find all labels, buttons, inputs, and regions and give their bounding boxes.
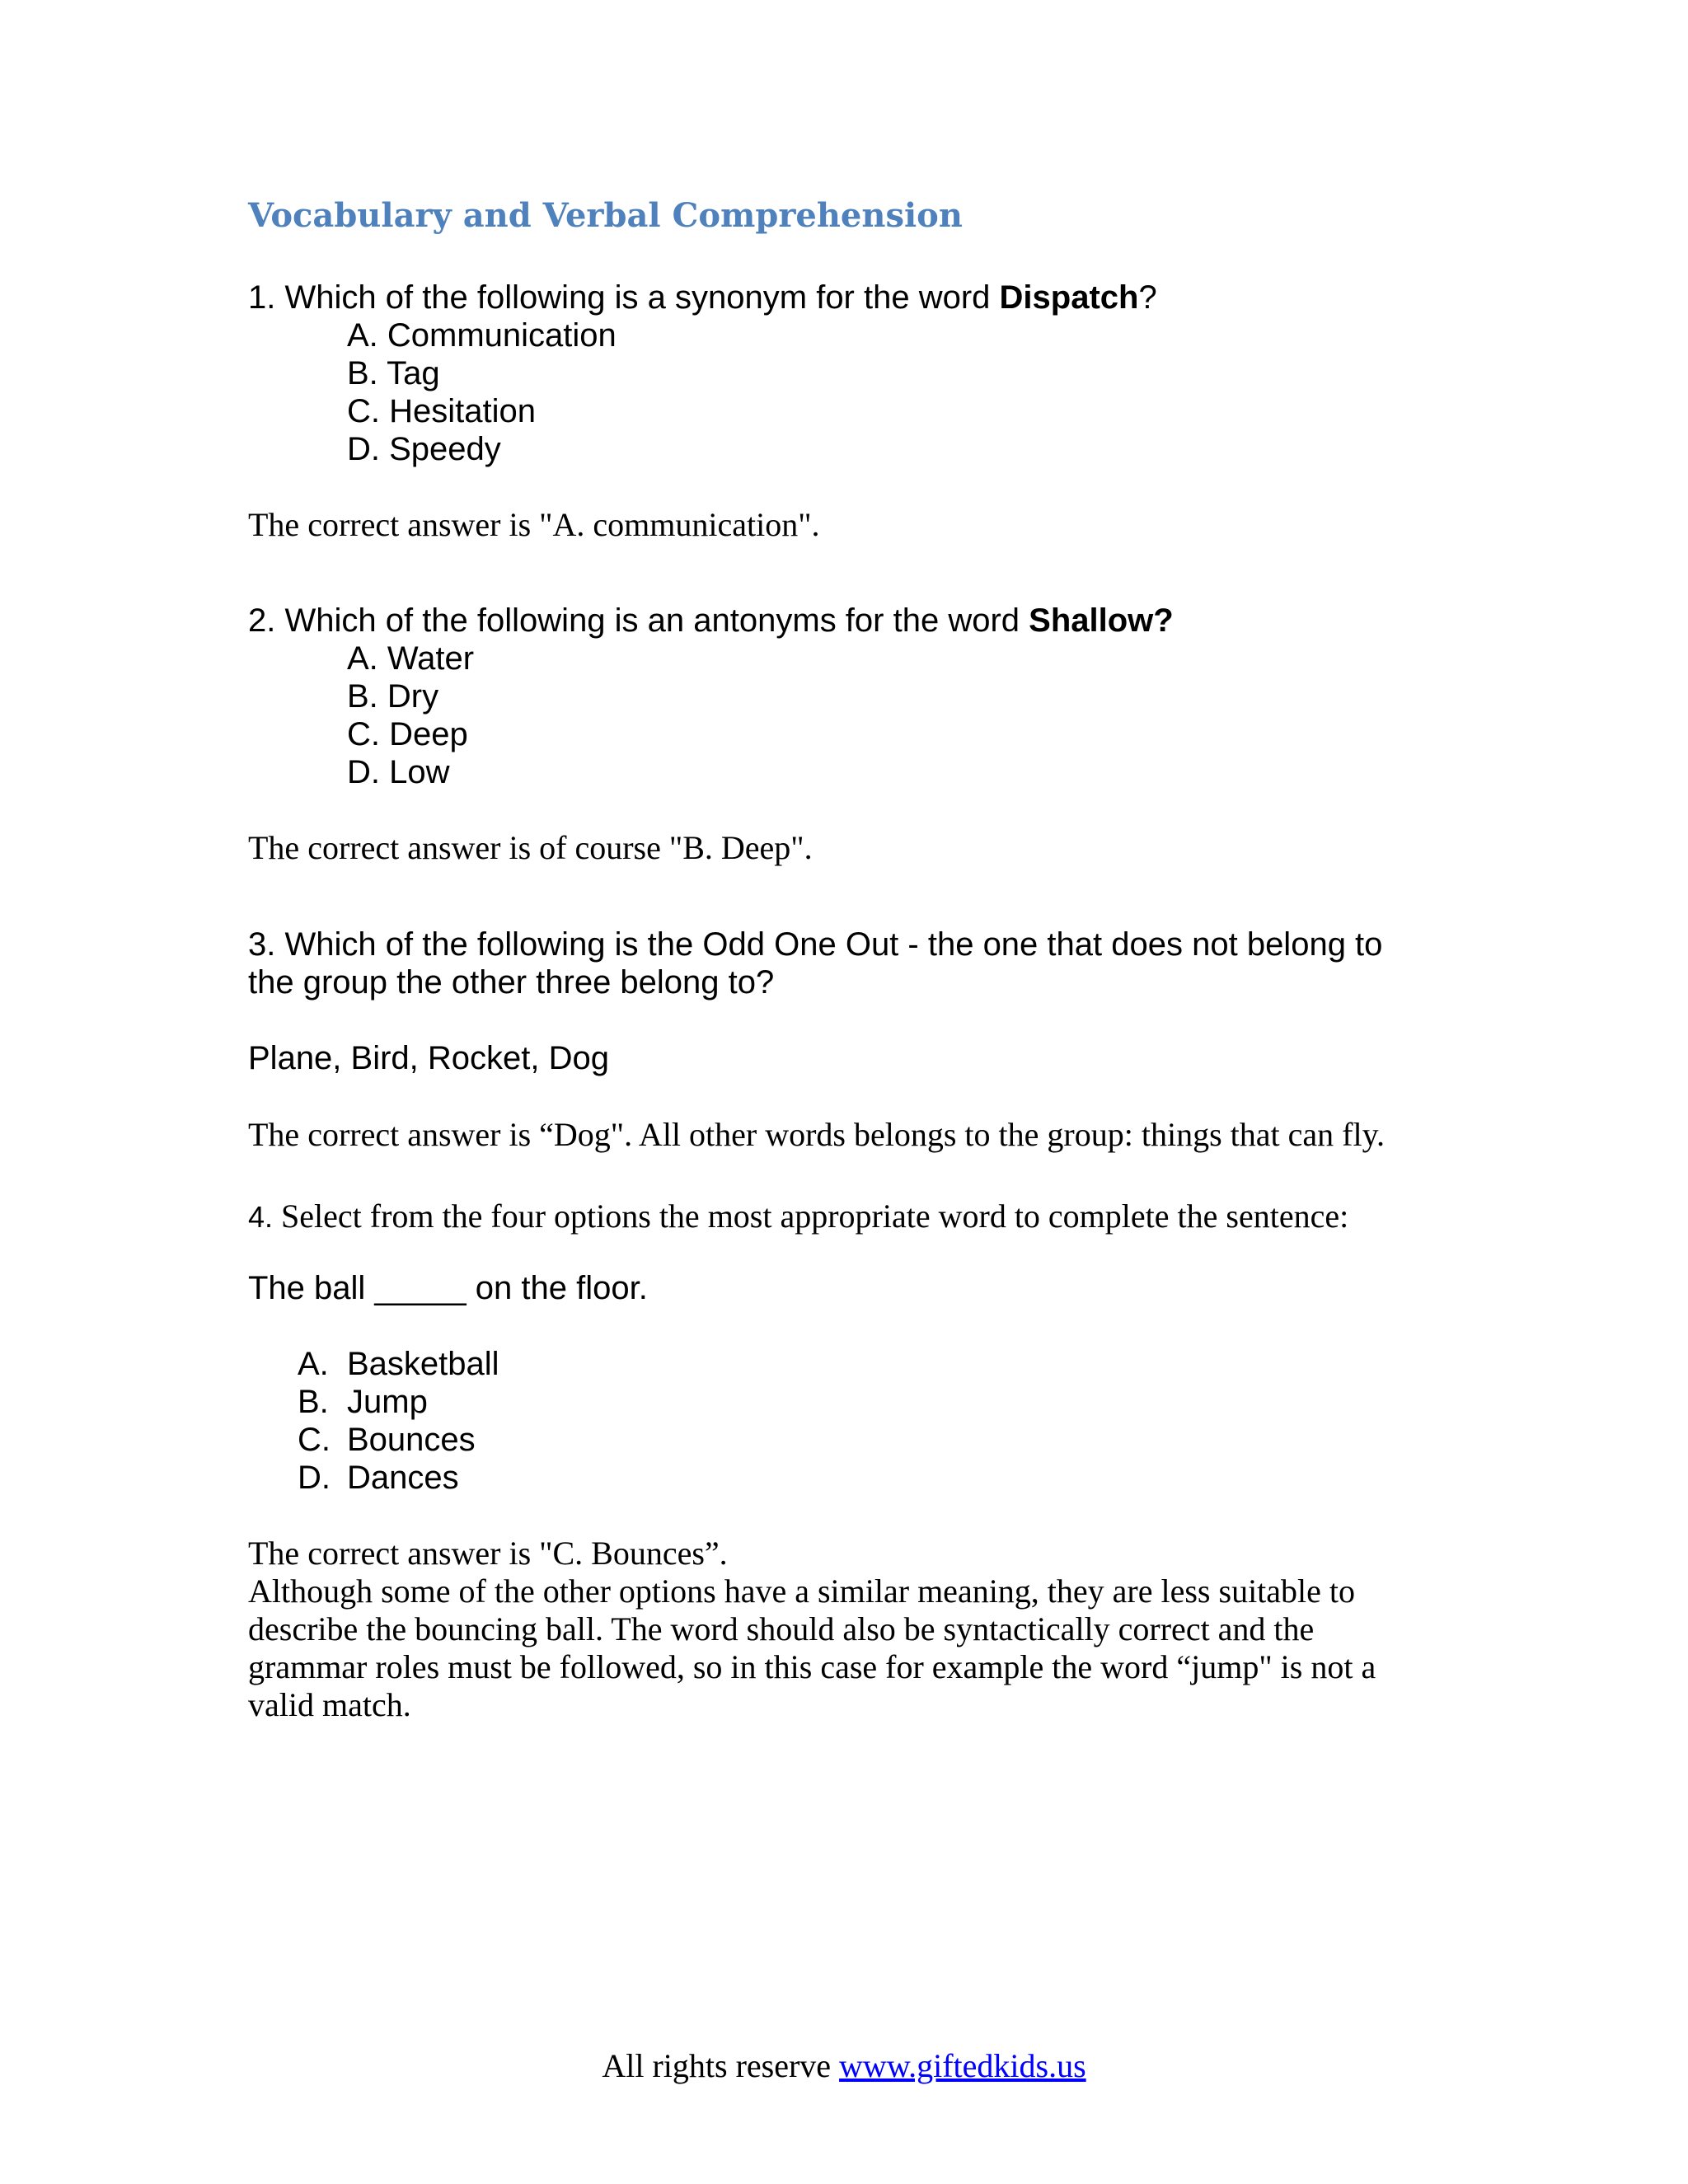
question-2-text: 2. Which of the following is an antonyms for the word	[248, 602, 1029, 639]
question-4-option-d: Dances	[347, 1460, 459, 1496]
question-4-option-d-letter: D.	[298, 1460, 331, 1496]
question-4-option-a: Basketball	[347, 1346, 499, 1382]
question-2-option-d: D. Low	[347, 754, 450, 790]
question-2-stem	[248, 602, 1174, 640]
question-1-text: 1. Which of the following is a synonym for the word	[248, 279, 1000, 316]
question-1-option-b: B. Tag	[347, 355, 440, 391]
question-4-option-b: Jump	[347, 1384, 428, 1420]
question-4-stem	[248, 1197, 1348, 1235]
question-3-words: Plane, Bird, Rocket, Dog	[248, 1040, 609, 1076]
question-4-explanation-line-2: describe the bouncing ball. The word should also be syntactically correct and the	[248, 1610, 1315, 1647]
question-1-option-a: A. Communication	[347, 317, 617, 354]
question-4-answer: The correct answer is "C. Bounces”.	[248, 1535, 728, 1572]
question-1-keyword: Dispatch	[999, 279, 1139, 316]
question-4-option-a-letter: A.	[298, 1346, 329, 1382]
question-1-stem	[248, 279, 1157, 316]
question-3-stem-line-1: 3. Which of the following is the Odd One Out - the one that does not belong to	[248, 926, 1383, 963]
footer-text: All rights reserve	[602, 2047, 840, 2084]
question-2-keyword: Shallow?	[1029, 602, 1174, 639]
question-4-prompt: Select from the four options the most appropriate word to complete the sentence:	[273, 1197, 1349, 1235]
question-3-stem-line-2: the group the other three belong to?	[248, 964, 775, 1001]
question-2-option-b: B. Dry	[347, 678, 439, 715]
question-2-option-a: A. Water	[347, 640, 475, 677]
question-1-option-c: C. Hesitation	[347, 393, 536, 429]
page-title: Vocabulary and Verbal Comprehension	[248, 196, 963, 235]
question-4-sentence: The ball _____ on the floor.	[248, 1270, 648, 1306]
question-2-option-c: C. Deep	[347, 716, 468, 752]
question-4-option-c: Bounces	[347, 1422, 476, 1458]
footer	[0, 2046, 1688, 2085]
question-4-number: 4.	[248, 1200, 274, 1234]
question-4-explanation-line-3: grammar roles must be followed, so in this case for example the word “jump" is not a	[248, 1648, 1376, 1685]
question-4-explanation-line-4: valid match.	[248, 1686, 411, 1723]
question-1-option-d: D. Speedy	[347, 431, 501, 467]
question-4-option-b-letter: B.	[298, 1384, 329, 1420]
footer-link[interactable]: www.giftedkids.us	[839, 2047, 1086, 2084]
question-3-answer: The correct answer is “Dog". All other words belongs to the group: things that can fly.	[248, 1116, 1385, 1153]
question-1-suffix: ?	[1138, 279, 1157, 316]
question-1-answer: The correct answer is "A. communication".	[248, 506, 820, 543]
question-4-option-c-letter: C.	[298, 1422, 331, 1458]
question-4-explanation-line-1: Although some of the other options have a similar meaning, they are less suitable to	[248, 1572, 1356, 1610]
question-2-answer: The correct answer is of course "B. Deep".	[248, 829, 813, 866]
